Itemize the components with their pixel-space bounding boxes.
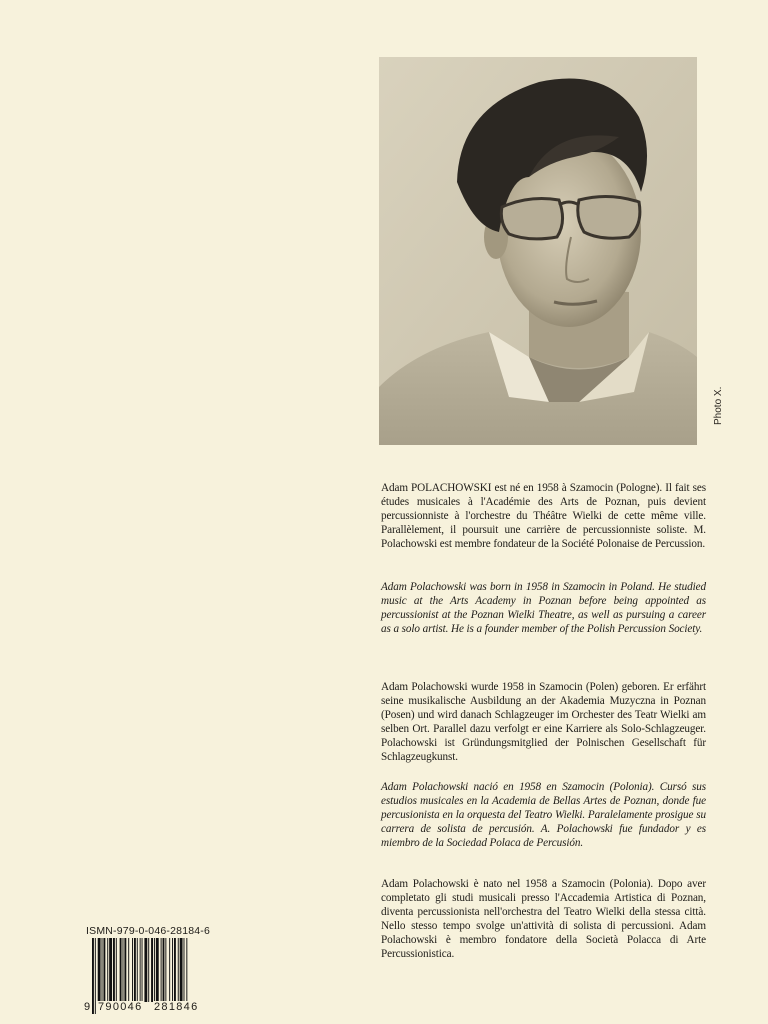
barcode-bar [148, 938, 149, 1002]
bio-english: Adam Polachowski was born in 1958 in Szamocin in Poland. He studied music at the Arts Academy in Poznan before being appointed as percussionist at the Poznan Wielki Theatre, as well as pursuing a career as a solo artist. He is a founder member of the Polish Percussion Society. [381, 581, 706, 635]
barcode-bar [165, 938, 166, 1002]
barcode-bar [178, 938, 179, 1002]
portrait-photo [379, 57, 697, 445]
barcode-bar [161, 938, 162, 1002]
barcode-bar [128, 938, 129, 1002]
bio-french: Adam POLACHOWSKI est né en 1958 à Szamocin (Pologne). Il fait ses études musicales à l'Académie des Arts de Poznan, puis devient percussionniste à l'orchestre du Théâtre Wielki de cette même ville. Parallèlement, il poursuit une carrière de percussionniste soliste. M. Polachowski est membre fondateur de la Société Polonaise de Percussion. [381, 482, 706, 550]
barcode-bar [120, 938, 122, 1002]
ismn-number: ISMN-979-0-046-28184-6 [86, 925, 211, 937]
barcode-bar [124, 938, 126, 1002]
barcode-bar [163, 938, 165, 1002]
barcode-bar [174, 938, 176, 1002]
barcode-digits-right: 281846 [154, 1001, 199, 1013]
barcode-bar [102, 938, 103, 1002]
bio-spanish: Adam Polachowski nació en 1958 en Szamocin (Polonia). Cursó sus estudios musicales en la Academia de Bellas Artes de Poznan, donde fue percusionista en la orquesta del Teatro Wielki. Paralelamente prosigue su carrera de solista de percusión. A. Polachowski fue fundador y es miembro de la Sociedad Polaca de Percusión. [381, 781, 706, 849]
barcode-bar [107, 938, 108, 1002]
barcode-bar [180, 938, 183, 1002]
barcode-bar [109, 938, 112, 1002]
barcode-bar [103, 938, 105, 1002]
barcode-bar [116, 938, 117, 1002]
bio-german: Adam Polachowski wurde 1958 in Szamocin (Polen) geboren. Er erfährt seine musikalische Ausbildung an der Akademia Muzyczna in Poznan (Posen) und wird danach Schlagzeuger im Orchester des Teatr Wielki am selben Ort. Parallel dazu verfolgt er eine Karriere als Solo-Schlagzeuger. Polachowski ist Gründungsmitglied der Polnischen Gesellschaft für Schlagzeugkunst. [381, 681, 706, 763]
photo-credit: Photo X. [713, 386, 724, 425]
barcode-bar [134, 938, 136, 1002]
barcode-bar [169, 938, 170, 1002]
barcode-bar [92, 938, 94, 1014]
barcode-bar [172, 938, 173, 1002]
barcode-bar [113, 938, 115, 1002]
barcode-bar [156, 938, 159, 1002]
barcode-bar [154, 938, 155, 1002]
barcode-digits-left: 790046 [98, 1001, 143, 1013]
barcode-bar [137, 938, 138, 1002]
barcode-bar [151, 938, 153, 1002]
portrait-illustration [379, 57, 697, 445]
bio-italian: Adam Polachowski è nato nel 1958 a Szamocin (Polonia). Dopo aver completato gli studi musicali presso l'Accademia Artistica di Poznan, diventa percussionista nell'orchestra del Teatro Wielki della stessa città. Nello stesso tempo svolge un'attività di solista di percussioni. Adam Polachowski è membro fondatore della Società Polacca di Arte Percussionistica. [381, 878, 706, 960]
barcode-bar [144, 938, 147, 1002]
barcode-bar [132, 938, 133, 1002]
barcode-bar [95, 938, 96, 1014]
barcode-bar [123, 938, 124, 1002]
barcode [84, 938, 214, 1016]
barcode-digit-first: 9 [84, 1001, 92, 1013]
barcode-bar [98, 938, 101, 1002]
